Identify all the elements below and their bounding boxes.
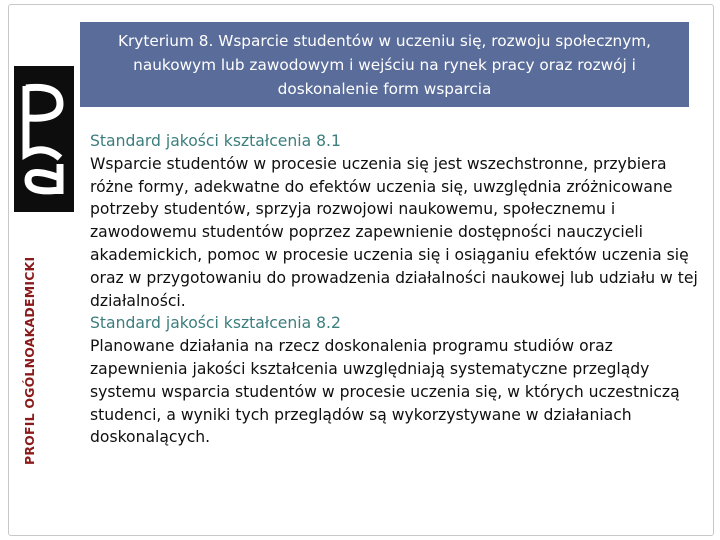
standard-heading: Standard jakości kształcenia 8.1 [90,132,341,150]
pka-logo-icon [14,66,74,212]
side-label: PROFIL OGÓLNOAKADEMICKI [22,256,37,465]
standard-body: Planowane działania na rzecz doskonalenia programu studiów oraz zapewnienia jakości kształcenia uwzględniają systematyczne przeglądy systemu wsparcia studentów w procesie uczenia się, w których uczestniczą studenci, a wyniki tych przeglądów są wykorzystywane w działaniach doskonalących. [90,337,680,447]
standard-body: Wsparcie studentów w procesie uczenia się jest wszechstronne, przybiera różne formy, adekwatne do efektów uczenia się, uwzględnia zróżnicowane potrzeby studentów, sprzyja rozwojowi naukowemu, społecznemu i zawodowemu studentów poprzez zapewnienie dostępności nauczycieli akademickich, pomoc w procesie uczenia się i osiąganiu efektów uczenia się oraz w przygotowaniu do prowadzenia działalności naukowej lub udziału w tej działalności. [90,154,698,310]
content-body [90,130,700,449]
slide-title: Kryterium 8. Wsparcie studentów w uczeniu się, rozwoju społecznym, naukowym lub zawodowym i wejściu na rynek pracy oraz rozwój i doskonalenie form wsparcia [117,31,652,98]
title-box [80,22,689,107]
standard-heading: Standard jakości kształcenia 8.2 [90,314,341,333]
